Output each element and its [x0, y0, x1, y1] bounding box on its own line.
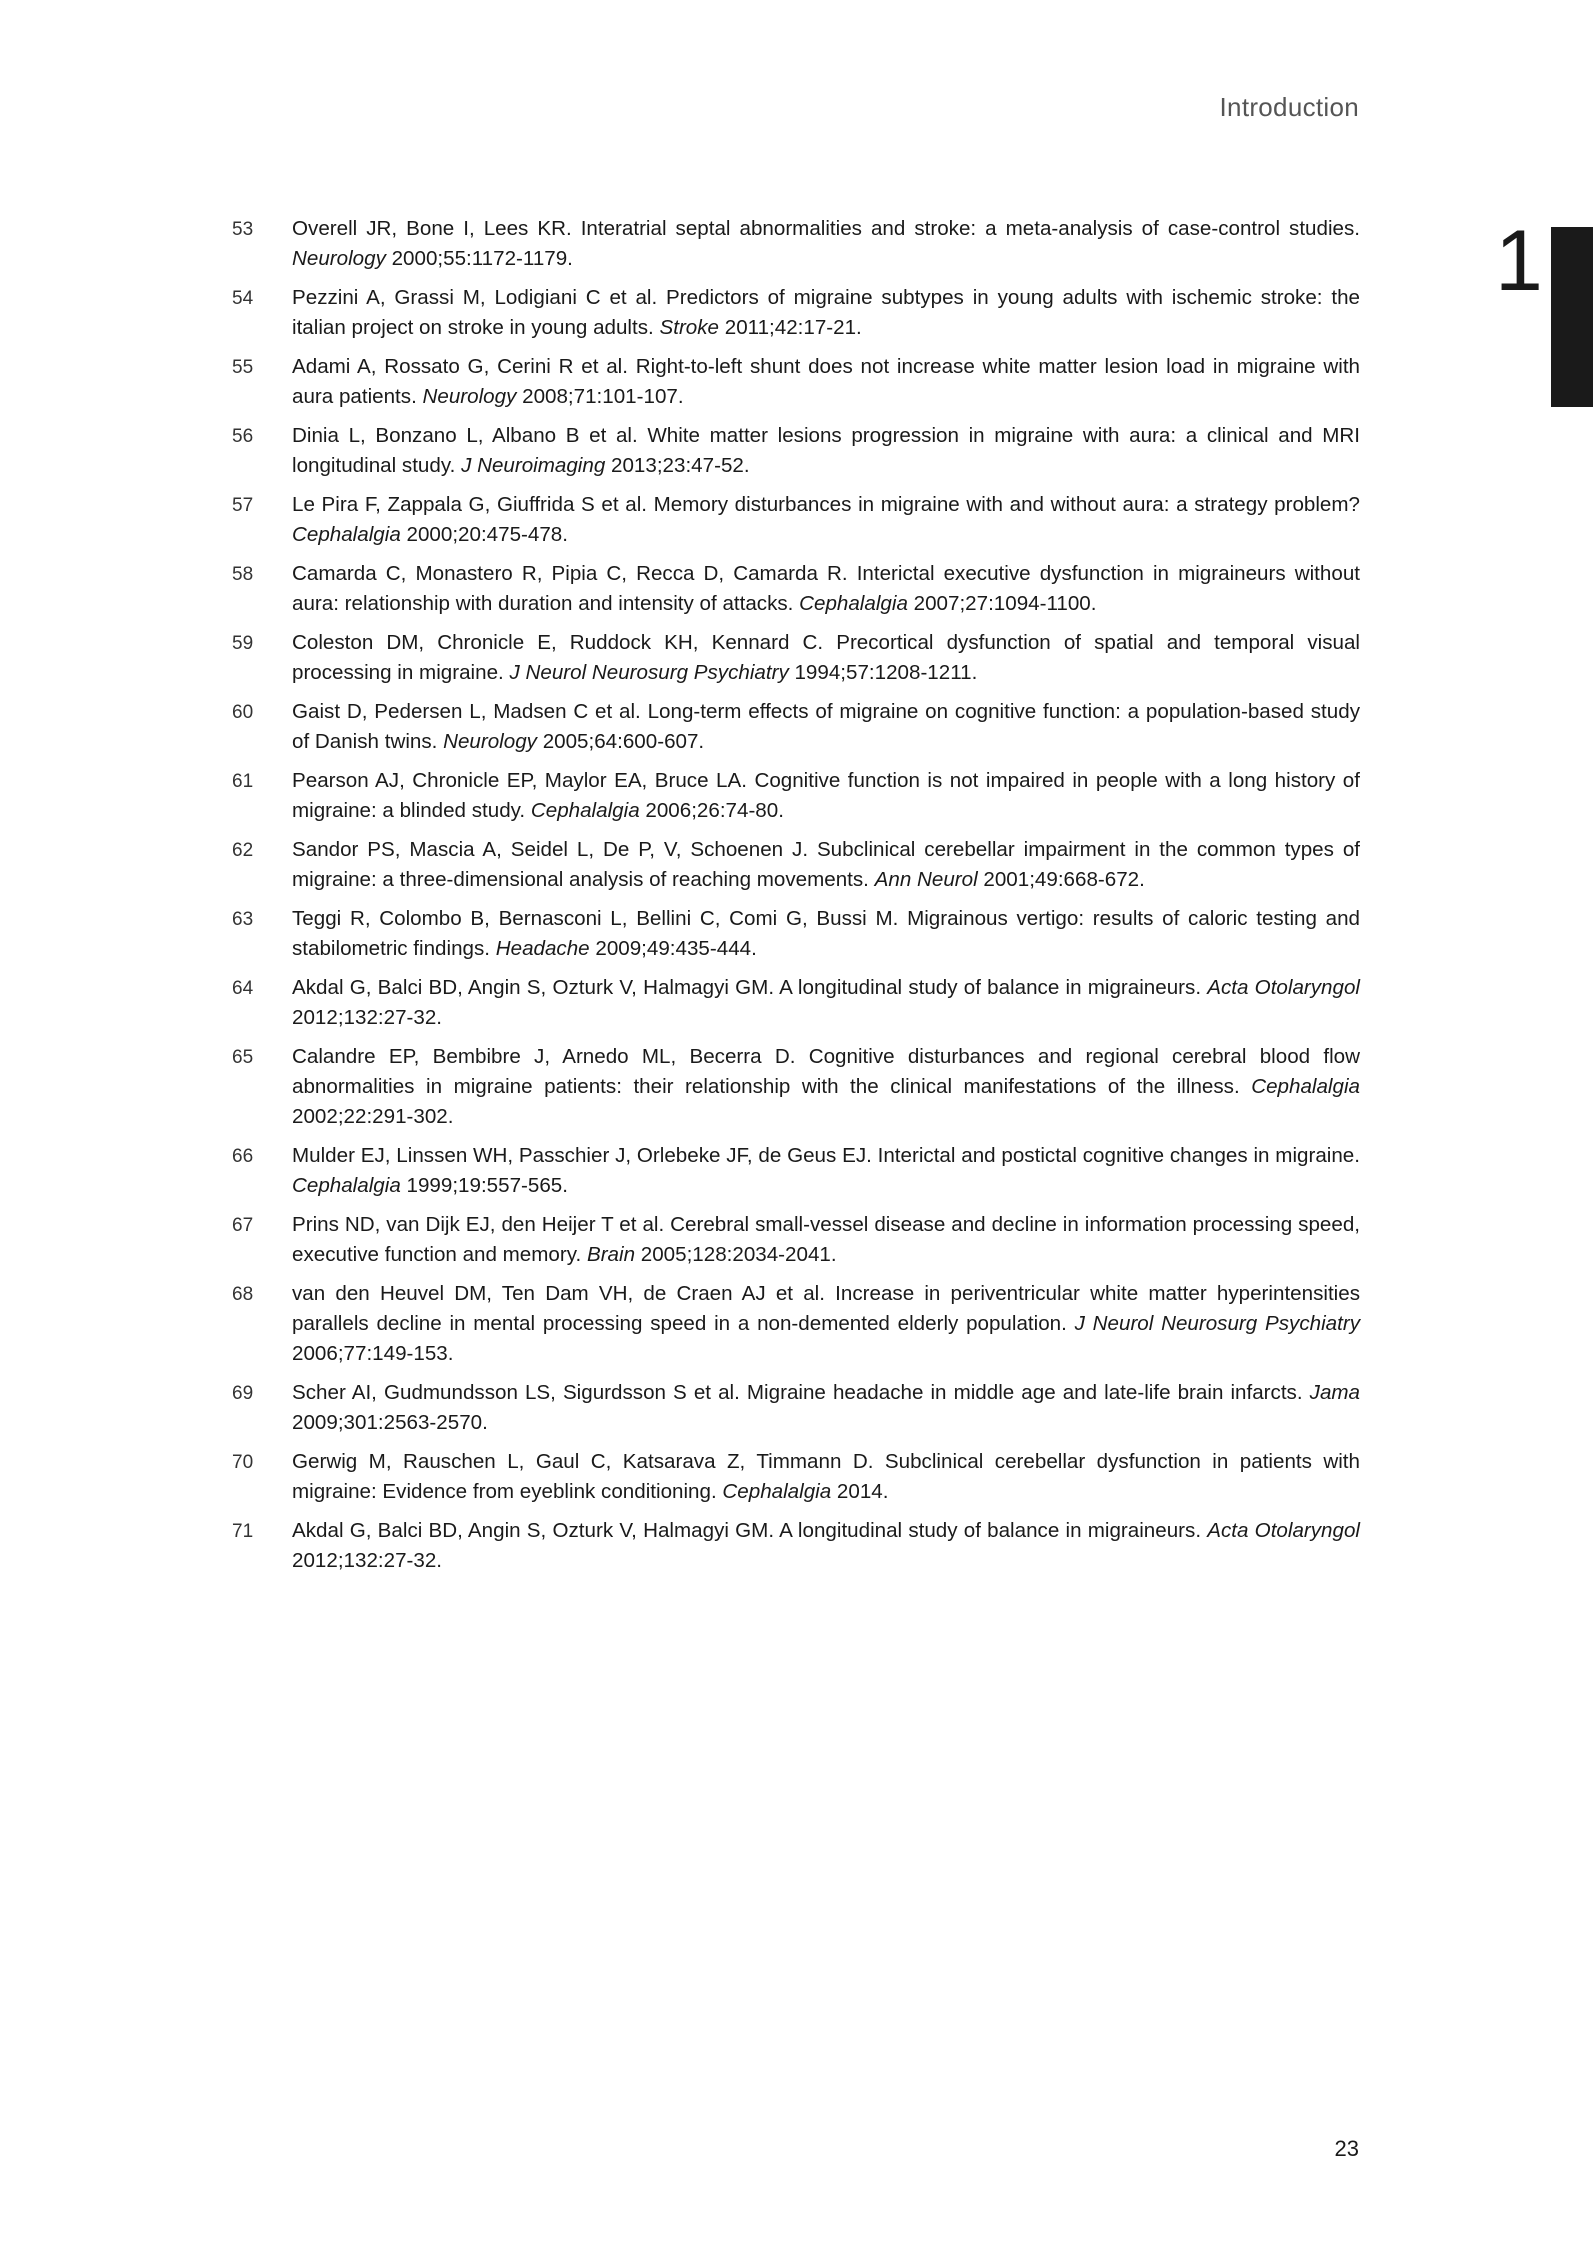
reference-authors-title: Dinia L, Bonzano L, Albano B et al. White matter lesions progression in migraine with aura: a clinical and MRI longitudinal study. — [292, 424, 1360, 477]
reference-journal: Cephalalgia — [292, 523, 401, 546]
reference-journal: Ann Neurol — [874, 868, 978, 891]
reference-text — [292, 1279, 1360, 1369]
reference-text — [292, 214, 1360, 274]
reference-text — [292, 490, 1360, 550]
reference-text — [292, 1516, 1360, 1576]
reference-citation: 2013;23:47-52. — [605, 454, 750, 477]
reference-number: 69 — [232, 1383, 254, 1404]
reference-item — [232, 352, 1360, 412]
reference-journal: J Neuroimaging — [461, 454, 606, 477]
reference-authors-title: Sandor PS, Mascia A, Seidel L, De P, V, Schoenen J. Subclinical cerebellar impairment in the common types of migraine: a three-dimensional analysis of reaching movements. — [292, 838, 1360, 891]
reference-citation: 2002;22:291-302. — [292, 1105, 454, 1128]
reference-number: 53 — [232, 219, 254, 240]
reference-journal: J Neurol Neurosurg Psychiatry — [1074, 1312, 1360, 1335]
reference-journal: Brain — [586, 1243, 636, 1266]
reference-journal: Cephalalgia — [1251, 1075, 1360, 1098]
reference-journal: Acta Otolaryngol — [1207, 1519, 1360, 1542]
reference-authors-title: Pearson AJ, Chronicle EP, Maylor EA, Bruce LA. Cognitive function is not impaired in people with a long history of migraine: a blinded study. — [292, 769, 1360, 822]
running-header: Introduction — [1219, 92, 1359, 122]
reference-text — [292, 1447, 1360, 1507]
reference-journal: Jama — [1309, 1381, 1360, 1404]
reference-authors-title: Pezzini A, Grassi M, Lodigiani C et al. Predictors of migraine subtypes in young adults with ischemic stroke: the italian project on stroke in young adults. — [292, 286, 1360, 339]
reference-authors-title: Gerwig M, Rauschen L, Gaul C, Katsarava Z, Timmann D. Subclinical cerebellar dysfunction in patients with migraine: Evidence from eyeblink conditioning. — [292, 1450, 1360, 1503]
reference-authors-title: Coleston DM, Chronicle E, Ruddock KH, Kennard C. Precortical dysfunction of spatial and temporal visual processing in migraine. — [292, 631, 1360, 684]
reference-text — [292, 628, 1360, 688]
reference-number: 58 — [232, 564, 254, 585]
reference-citation: 2011;42:17-21. — [719, 316, 862, 339]
reference-citation: 2006;77:149-153. — [292, 1342, 454, 1365]
reference-text — [292, 283, 1360, 343]
reference-journal: Headache — [495, 937, 590, 960]
reference-citation: 1999;19:557-565. — [400, 1174, 568, 1197]
reference-item — [232, 1042, 1360, 1132]
reference-item — [232, 1447, 1360, 1507]
reference-number: 65 — [232, 1047, 254, 1068]
reference-journal: Neurology — [443, 730, 537, 753]
reference-text — [292, 1378, 1360, 1438]
reference-number: 55 — [232, 357, 254, 378]
reference-text — [292, 352, 1360, 412]
reference-journal: Neurology — [422, 385, 517, 408]
page-number: 23 — [1334, 2136, 1359, 2161]
reference-text — [292, 1141, 1360, 1201]
reference-text — [292, 835, 1360, 895]
reference-item — [232, 490, 1360, 550]
reference-journal: Cephalalgia — [530, 799, 640, 822]
reference-number: 70 — [232, 1452, 254, 1473]
reference-item — [232, 1279, 1360, 1369]
reference-authors-title: Akdal G, Balci BD, Angin S, Ozturk V, Halmagyi GM. A longitudinal study of balance in migraineurs. — [292, 1519, 1208, 1542]
reference-journal: Cephalalgia — [799, 592, 908, 615]
reference-list — [232, 214, 1360, 1585]
reference-number: 56 — [232, 426, 254, 447]
reference-number: 60 — [232, 702, 254, 723]
reference-authors-title: van den Heuvel DM, Ten Dam VH, de Craen AJ et al. Increase in periventricular white matter hyperintensities parallels decline in mental processing speed in a non-demented elderly population. — [292, 1282, 1360, 1335]
reference-number: 54 — [232, 288, 254, 309]
reference-number: 66 — [232, 1146, 254, 1167]
reference-number: 61 — [232, 771, 254, 792]
reference-authors-title: Le Pira F, Zappala G, Giuffrida S et al. Memory disturbances in migraine with and without aura: a strategy problem? — [292, 493, 1360, 516]
chapter-number: 1 — [1495, 213, 1543, 309]
reference-citation: 2005;128:2034-2041. — [635, 1243, 837, 1266]
reference-citation: 2001;49:668-672. — [977, 868, 1145, 891]
reference-text — [292, 973, 1360, 1033]
reference-item — [232, 1516, 1360, 1576]
reference-number: 68 — [232, 1284, 254, 1305]
reference-journal: Stroke — [659, 316, 720, 339]
reference-item — [232, 904, 1360, 964]
reference-item — [232, 628, 1360, 688]
reference-authors-title: Adami A, Rossato G, Cerini R et al. Right-to-left shunt does not increase white matter lesion load in migraine with aura patients. — [292, 355, 1360, 408]
reference-number: 57 — [232, 495, 254, 516]
reference-authors-title: Overell JR, Bone I, Lees KR. Interatrial septal abnormalities and stroke: a meta-analysis of case-control studies. — [292, 217, 1360, 240]
reference-journal: Acta Otolaryngol — [1207, 976, 1360, 999]
reference-citation: 2014. — [831, 1480, 889, 1503]
reference-text — [292, 1042, 1360, 1132]
reference-number: 62 — [232, 840, 254, 861]
reference-citation: 2009;49:435-444. — [589, 937, 757, 960]
reference-item — [232, 835, 1360, 895]
reference-journal: Cephalalgia — [722, 1480, 832, 1503]
reference-number: 71 — [232, 1521, 254, 1542]
reference-number: 67 — [232, 1215, 254, 1236]
reference-citation: 2009;301:2563-2570. — [292, 1411, 488, 1434]
reference-item — [232, 283, 1360, 343]
reference-citation: 2008;71:101-107. — [516, 385, 684, 408]
reference-item — [232, 1378, 1360, 1438]
reference-citation: 2007;27:1094-1100. — [907, 592, 1097, 615]
reference-citation: 2000;20:475-478. — [400, 523, 568, 546]
reference-item — [232, 559, 1360, 619]
reference-text — [292, 766, 1360, 826]
reference-authors-title: Scher AI, Gudmundsson LS, Sigurdsson S et al. Migraine headache in middle age and late-life brain infarcts. — [292, 1381, 1310, 1404]
reference-number: 64 — [232, 978, 254, 999]
reference-item — [232, 421, 1360, 481]
reference-authors-title: Teggi R, Colombo B, Bernasconi L, Bellini C, Comi G, Bussi M. Migrainous vertigo: results of caloric testing and stabilometric findings. — [292, 907, 1360, 960]
reference-journal: Cephalalgia — [292, 1174, 401, 1197]
reference-authors-title: Gaist D, Pedersen L, Madsen C et al. Long-term effects of migraine on cognitive function: a population-based study of Danish twins. — [292, 700, 1360, 753]
reference-text — [292, 697, 1360, 757]
reference-text — [292, 421, 1360, 481]
reference-citation: 2012;132:27-32. — [292, 1006, 443, 1029]
reference-item — [232, 1210, 1360, 1270]
reference-authors-title: Mulder EJ, Linssen WH, Passchier J, Orlebeke JF, de Geus EJ. Interictal and postictal cognitive changes in migraine. — [292, 1144, 1360, 1167]
reference-item — [232, 1141, 1360, 1201]
reference-item — [232, 973, 1360, 1033]
reference-text — [292, 904, 1360, 964]
reference-text — [292, 1210, 1360, 1270]
reference-number: 63 — [232, 909, 254, 930]
reference-item — [232, 214, 1360, 274]
reference-authors-title: Camarda C, Monastero R, Pipia C, Recca D, Camarda R. Interictal executive dysfunction in migraineurs without aura: relationship with duration and intensity of attacks. — [292, 562, 1360, 615]
reference-citation: 1994;57:1208-1211. — [788, 661, 978, 684]
reference-authors-title: Prins ND, van Dijk EJ, den Heijer T et al. Cerebral small-vessel disease and decline in information processing speed, executive function and memory. — [292, 1213, 1360, 1266]
reference-authors-title: Calandre EP, Bembibre J, Arnedo ML, Becerra D. Cognitive disturbances and regional cerebral blood flow abnormalities in migraine patients: their relationship with the clinical manifestations of the illness. — [292, 1045, 1360, 1098]
reference-text — [292, 559, 1360, 619]
reference-journal: J Neurol Neurosurg Psychiatry — [509, 661, 789, 684]
reference-citation: 2005;64:600-607. — [536, 730, 705, 753]
reference-item — [232, 766, 1360, 826]
reference-authors-title: Akdal G, Balci BD, Angin S, Ozturk V, Halmagyi GM. A longitudinal study of balance in migraineurs. — [292, 976, 1208, 999]
reference-citation: 2012;132:27-32. — [292, 1549, 443, 1572]
reference-journal: Neurology — [292, 247, 386, 270]
reference-item — [232, 697, 1360, 757]
chapter-tab — [1551, 227, 1593, 407]
reference-citation: 2000;55:1172-1179. — [385, 247, 573, 270]
reference-citation: 2006;26:74-80. — [639, 799, 784, 822]
reference-number: 59 — [232, 633, 254, 654]
